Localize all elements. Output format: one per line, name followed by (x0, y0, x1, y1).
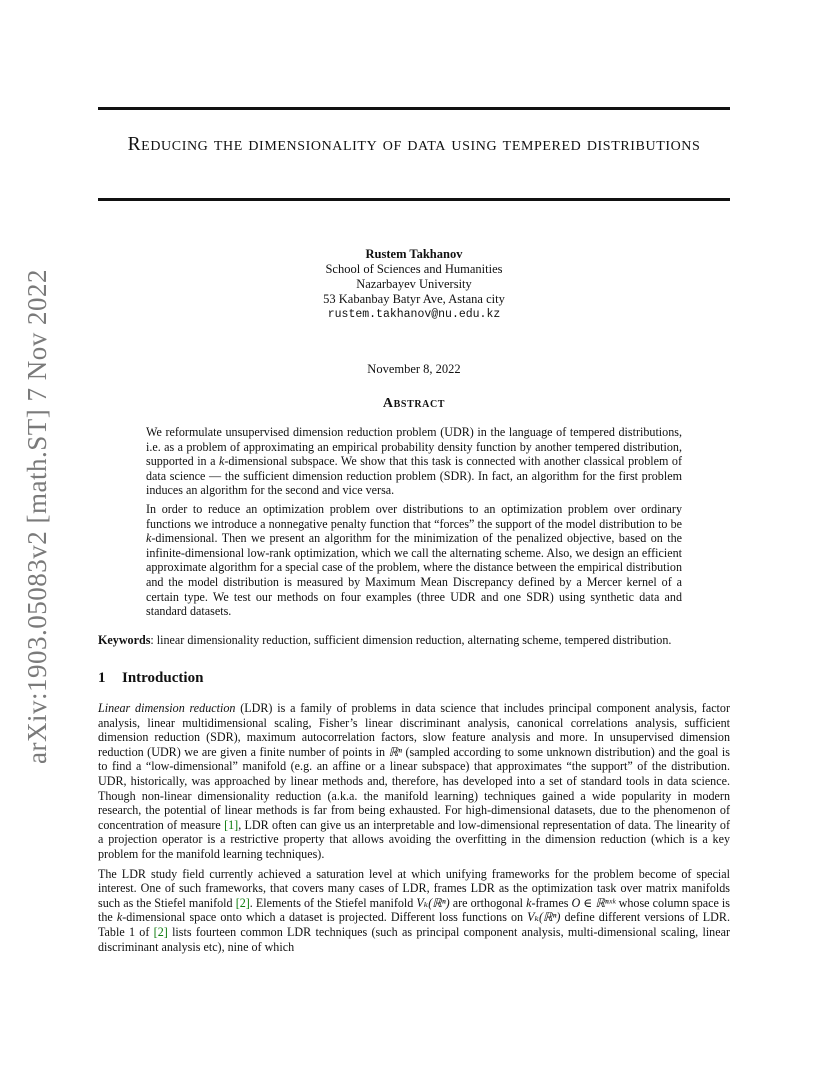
abstract-p1-math-k: k (218, 454, 225, 469)
paper-date: November 8, 2022 (367, 362, 461, 376)
intro-paragraph-1 (98, 701, 730, 862)
arxiv-identifier-stamp: arXiv:1903.05083v2 [math.ST] 7 Nov 2022 (22, 269, 52, 764)
title-top-rule (98, 107, 730, 110)
author-address: 53 Kabanbay Batyr Ave, Astana city (323, 292, 505, 306)
intro-p2-text-a: The LDR study field currently achieved a saturation level at which unifying frameworks for the problem become of special interest. One of such frameworks, that covers many cases of LDR, frames LDR as the optimization task over matrix manifolds such as the Stiefel manifold (98, 866, 730, 910)
abstract-p2-text-b: -dimensional. Then we present an algorithm for the minimization of the penalized objective, based on the infinite-dimensional low-rank optimization, which we call the alternating scheme. Also, we design an efficient approximate algorithm for a special case of the problem, where the distance between the empirical distribution and the model distribution is measured by Maximum Mean Discrepancy defined by a Mercer kernel of a certain type. We test our methods on four examples (three UDR and one SDR) using synthetic data and standard datasets. (146, 531, 682, 619)
intro-p1-text-c: , LDR often can give us an interpretable and low-dimensional representation of data. The linearity of a projection operator is a restrictive property that allows avoiding the overfitting in the dimension reduction (which is a key problem for the manifold learning techniques). (98, 817, 731, 861)
section-number: 1 (98, 670, 106, 686)
abstract-paragraph-1 (146, 425, 682, 498)
paper-title: Reducing the dimensionality of data using tempered distributions (127, 134, 701, 155)
intro-math-stiefel: Vₖ(ℝⁿ) (416, 895, 450, 910)
title-bottom-rule (98, 198, 730, 201)
abstract-paragraph-2 (146, 502, 682, 619)
intro-p2-text-f: -dimensional space onto which a dataset is projected. Different loss functions on (122, 910, 528, 925)
author-affiliation-1: School of Sciences and Humanities (325, 262, 503, 276)
section-heading-introduction (98, 669, 730, 687)
intro-p2-text-b: . Elements of the Stiefel manifold (249, 895, 417, 910)
intro-paragraph-2 (98, 867, 730, 955)
intro-math-k: k (526, 895, 532, 910)
intro-p2-text-d: -frames (531, 895, 572, 910)
abstract-p1-text-a: We reformulate unsupervised dimension reduction problem (UDR) in the language of tempered distributions, i.e. as a problem of approximating an empirical probability density function by another tempered distribution, supported in a (146, 425, 682, 469)
keywords-line (98, 633, 738, 648)
intro-p2-text-e: whose column space is the (98, 895, 731, 925)
intro-math-frame: O ∈ ℝⁿˣᵏ (571, 895, 616, 910)
intro-p2-text-g: define different versions of LDR. Table 1 of (98, 910, 730, 939)
intro-math-rn: ℝⁿ (388, 744, 402, 759)
author-name: Rustem Takhanov (365, 247, 463, 261)
intro-p2-text-c: are orthogonal (449, 895, 527, 910)
keywords-text: : linear dimensionality reduction, sufficient dimension reduction, alternating scheme, tempered distribution. (150, 633, 672, 647)
abstract-p2-text-a: In order to reduce an optimization problem over distributions to an optimization problem over ordinary functions we introduce a nonnegative penalty function that “forces” the support of the model distribution to be (146, 501, 682, 531)
intro-math-stiefel-2: Vₖ(ℝⁿ) (527, 910, 561, 925)
citation-link-1[interactable]: [1] (224, 817, 239, 832)
author-email[interactable]: rustem.takhanov@nu.edu.kz (327, 308, 501, 321)
abstract-p2-math-k: k (146, 531, 152, 546)
abstract-heading: Abstract (382, 396, 446, 411)
author-block (98, 247, 730, 322)
author-affiliation-2: Nazarbayev University (356, 277, 472, 291)
section-title: Introduction (122, 670, 204, 686)
intro-p2-text-h: lists fourteen common LDR techniques (such as principal component analysis, multi-dimensional scaling, linear discriminant analysis etc), nine of which (98, 924, 730, 954)
intro-term-ldr: Linear dimension reduction (98, 701, 236, 715)
abstract-p1-text-b: -dimensional subspace. We show that this task is connected with another classical problem of data science — the sufficient dimension reduction problem (SDR). In fact, an algorithm for the first problem induces an algorithm for the second and vice versa. (146, 454, 682, 498)
abstract-body (146, 425, 682, 623)
citation-link-3[interactable]: [2] (153, 924, 168, 939)
citation-link-2[interactable]: [2] (235, 895, 250, 910)
introduction-body (98, 701, 730, 959)
intro-math-k-2: k (116, 910, 123, 925)
intro-p1-text-a: (LDR) is a family of problems in data science that includes principal component analysis, factor analysis, linear multidimensional scaling, Fisher’s linear discriminant analysis, canonical correlations analysis, sufficient dimension reduction (SDR), maximum autocorrelation factors, slow feature analysis and more. In unsupervised dimension reduction (UDR) we are given a finite number of points in (98, 701, 730, 759)
intro-p1-text-b: (sampled according to some unknown distribution) and the goal is to find a “low-dimensional” manifold (e.g. an affine or a linear subspace) that approximates “the support” of the distribution. UDR, historically, was approached by linear methods and, therefore, has developed into a set of standard tools in data science. Though non-linear dimensionality reduction (a.k.a. the manifold learning) techniques gained a wide popularity in modern research, the potential of linear methods is far from being exhausted. For high-dimensional datasets, due to the phenomenon of concentration of measure (98, 744, 730, 832)
keywords-label: Keywords (98, 633, 151, 647)
